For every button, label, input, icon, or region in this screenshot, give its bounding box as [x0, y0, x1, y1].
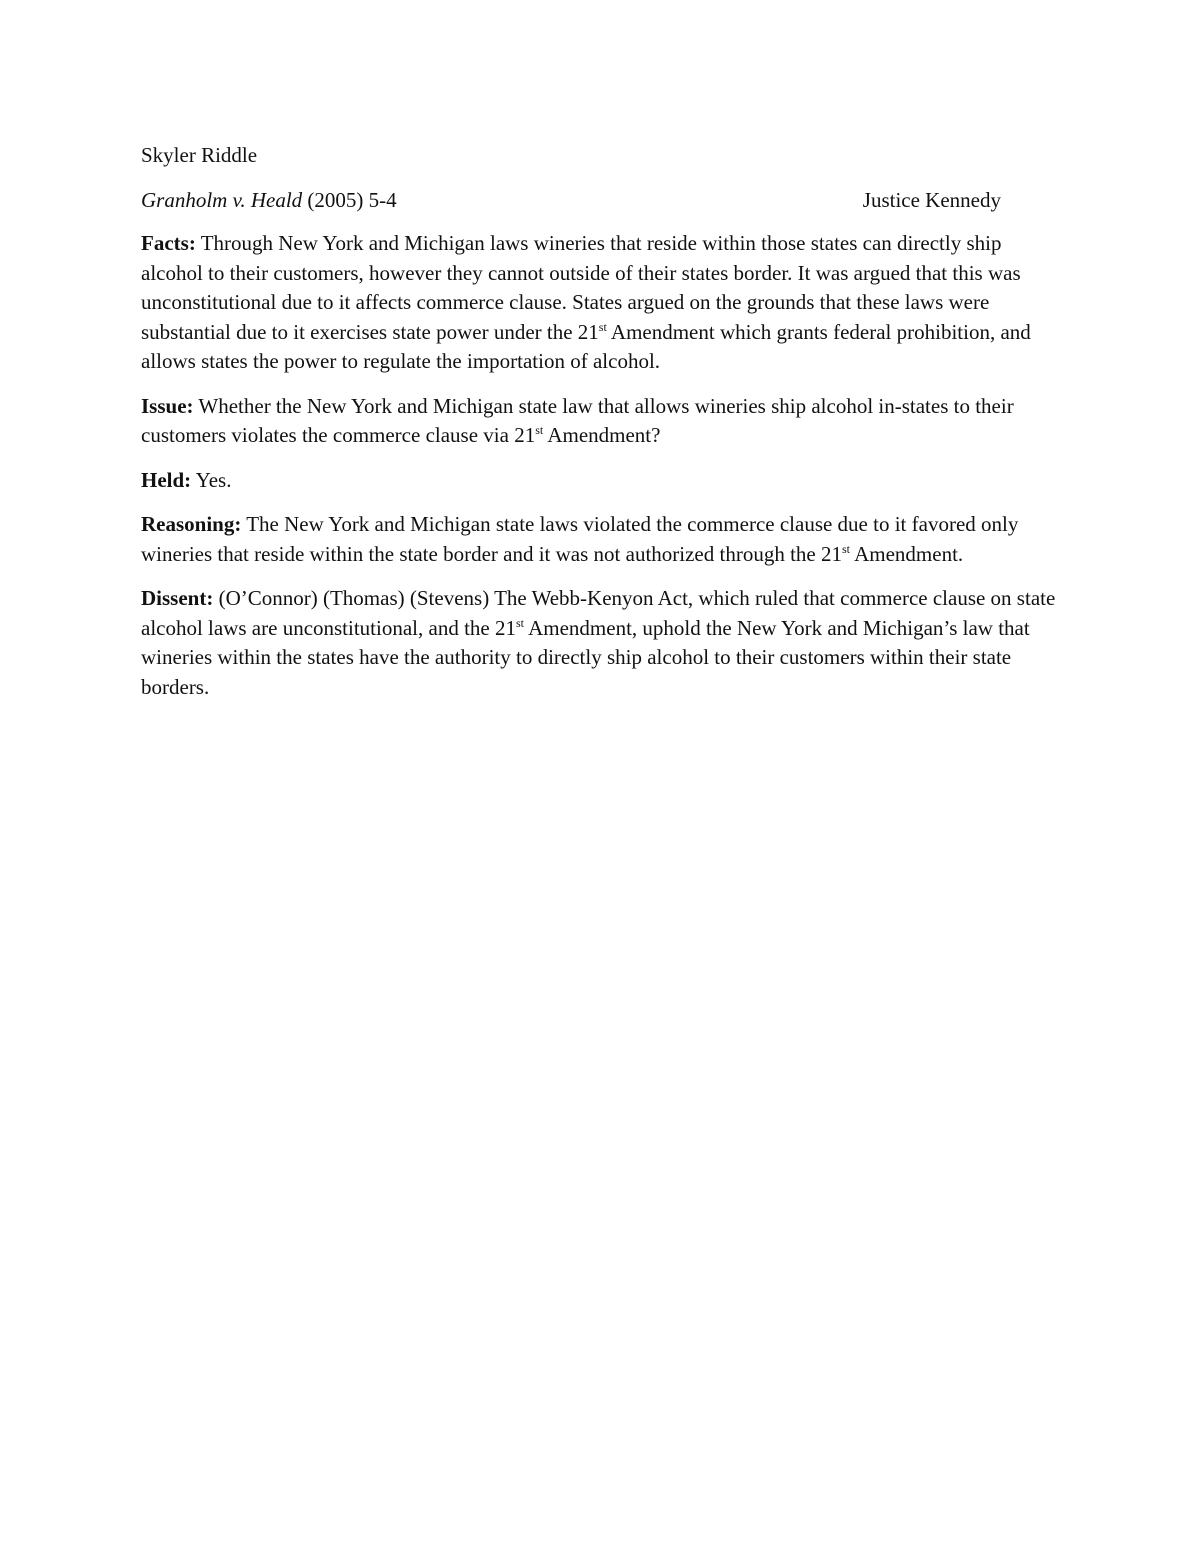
- issue-text-1: Whether the New York and Michigan state law that allows wineries ship alcohol in-states to their customers violates the commerce clause via 21: [141, 393, 1014, 447]
- author-name: Skyler Riddle: [141, 143, 258, 167]
- case-year-vote: (2005) 5-4: [307, 187, 397, 212]
- dissent-label: Dissent:: [141, 586, 214, 610]
- document-body: [141, 141, 1061, 717]
- facts-text-2: Amendment which grants federal prohibition, and allows states the power to regulate the importation of alcohol.: [141, 319, 1031, 373]
- facts-paragraph: [141, 229, 1061, 377]
- facts-label: Facts:: [141, 231, 196, 255]
- facts-superscript: st: [598, 319, 607, 334]
- reasoning-superscript: st: [841, 541, 850, 556]
- held-paragraph: [141, 466, 1061, 496]
- issue-superscript: st: [535, 423, 544, 437]
- held-text: Yes.: [195, 467, 232, 492]
- dissent-text-2: Amendment, uphold the New York and Michigan’s law that wineries within the states have the authority to directly ship alcohol to their customers within their state borders.: [141, 615, 1030, 699]
- dissent-superscript: st: [516, 615, 525, 630]
- case-header: [141, 186, 1001, 216]
- reasoning-label: Reasoning:: [141, 512, 242, 536]
- case-justice: Justice Kennedy: [862, 187, 1001, 212]
- issue-paragraph: [141, 392, 1061, 451]
- dissent-paragraph: [141, 584, 1061, 702]
- issue-text-2: Amendment?: [547, 423, 661, 447]
- case-name: Granholm v. Heald: [141, 187, 303, 212]
- dissent-text-1: (O’Connor) (Thomas) (Stevens) The Webb-Kenyon Act, which ruled that commerce clause on state alcohol laws are unconstitutional, and the 21: [141, 586, 1056, 640]
- facts-text-1: Through New York and Michigan laws wineries that reside within those states can directly ship alcohol to their customers, however they cannot outside of their states border. It was argued that this was unconstitutional due to it affects commerce clause. States argued on the grounds that these laws were substantial due to it exercises state power under the 21: [141, 231, 1021, 344]
- case-citation: [141, 186, 397, 216]
- reasoning-paragraph: [141, 510, 1061, 569]
- reasoning-text-2: Amendment.: [854, 541, 964, 566]
- issue-label: Issue:: [141, 393, 194, 418]
- reasoning-text-1: The New York and Michigan state laws violated the commerce clause due to it favored only wineries that reside within the state border and it was not authorized through the 21: [141, 512, 1019, 566]
- held-label: Held:: [141, 467, 192, 492]
